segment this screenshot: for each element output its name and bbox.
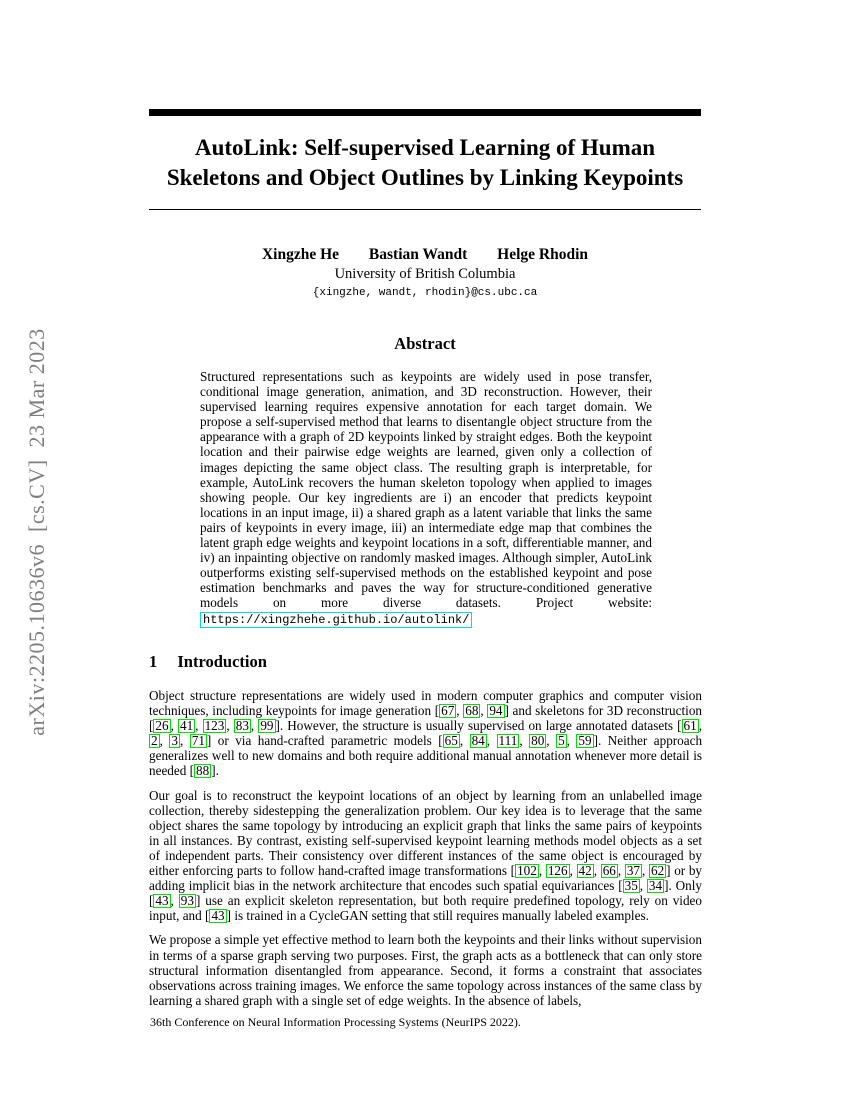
citation-ref[interactable]: 34 (648, 878, 663, 894)
section-title: Introduction (177, 652, 267, 671)
citation-ref[interactable]: 67 (441, 703, 455, 719)
paper-title (149, 133, 701, 193)
introduction-body (149, 688, 702, 1017)
paper-title-line2: Skeletons and Object Outlines by Linking Keypoints (166, 165, 684, 190)
citation-ref[interactable]: 94 (489, 703, 503, 719)
citation-ref[interactable]: 61 (683, 718, 697, 734)
author-emails: {xingzhe, wandt, rhodin}@cs.ubc.ca (312, 287, 538, 299)
citation-ref[interactable]: 123 (204, 718, 225, 734)
conference-footer: 36th Conference on Neural Information Processing Systems (NeurIPS 2022). (150, 1015, 521, 1029)
citation-ref[interactable]: 66 (602, 863, 616, 879)
authors-block (149, 246, 701, 299)
author-names-row (149, 246, 701, 264)
arxiv-stamp: arXiv:2205.10636v6 [cs.CV] 23 Mar 2023 (24, 328, 49, 736)
citation-ref[interactable]: 84 (471, 733, 485, 749)
citation-ref[interactable]: 65 (444, 733, 458, 749)
citation-ref[interactable]: 99 (260, 718, 274, 734)
top-rule-bar (149, 109, 701, 116)
citation-ref[interactable]: 102 (517, 863, 537, 879)
citation-ref[interactable]: 37 (626, 863, 641, 879)
abstract-body-text: Structured representations such as keypoints are widely used in pose transfer, conditional image generation, animation, and 3D reconstruction. However, their supervised learning requires expensive annotation for each target domain. We propose a self-supervised method that learns to disentangle object structure from the appearance with a graph of 2D keypoints linked by straight edges. Both the keypoint location and their pairwise edge weights are learned, given only a collection of images depicting the same object class. The resulting graph is interpretable, for example, AutoLink recovers the human skeleton topology when applied to images showing people. Our key ingredients are i) an encoder that predicts keypoint locations in an input image, ii) a shared graph as a latent variable that links the same pairs of keypoints in every image, iii) an intermediate edge map that combines the latent graph edge weights and keypoint locations in a soft, differentiable manner, and iv) an inpainting objective on randomly masked images. Although simpler, AutoLink outperforms existing self-supervised methods on the established keypoint and pose estimation benchmarks and paves the way for structure-conditioned generative models on more diverse datasets. Project website: (200, 369, 652, 611)
intro-paragraph-2: Our goal is to reconstruct the keypoint locations of an object by learning from an unlabelled image collection, thereby sidestepping the generalization problem. Our key idea is to leverage that the same object shares the same topology by introducing an explicit graph that links the same pairs of keypoints in all instances. By contrast, existing self-supervised keypoint learning methods model objects as a set of independent parts. Their consistency over different instances of the same object is encouraged by either enforcing parts to follow hand-crafted image transformations [ 102 , 126 , 42 , 66 , 37 , 62 ] or by adding implicit bias in the network architecture that encodes such spatial equivariances [ 35 , 34 ]. Only [ 43 , 93 ] use an explicit skeleton representation, but both require predefined topology, rely on video input, and [ 43 ] is trained in a CycleGAN setting that still requires manually labeled examples. (149, 787, 703, 924)
citation-ref[interactable]: 41 (179, 718, 194, 734)
intro-paragraph-3: We propose a simple yet effective method to learn both the keypoints and their links without supervision in terms of a sparse graph serving two purposes. First, the graph acts as a bottleneck that can only store structural information disentangled from appearance. Second, it forms a constraint that associates observations across training images. We enforce the same topology across instances of the same class by learning a shared graph with a single set of edge weights. In the absence of labels, (149, 932, 702, 1008)
citation-ref[interactable]: 26 (155, 718, 169, 734)
citation-ref[interactable]: 62 (650, 863, 665, 879)
citation-ref[interactable]: 83 (235, 718, 249, 734)
citation-ref[interactable]: 80 (531, 733, 545, 749)
citation-ref[interactable]: 71 (191, 733, 205, 749)
citation-ref[interactable]: 43 (211, 908, 225, 924)
citation-ref[interactable]: 111 (498, 733, 518, 749)
abstract-heading: Abstract (394, 334, 456, 353)
citation-ref[interactable]: 126 (547, 863, 568, 879)
citation-ref[interactable]: 43 (155, 893, 169, 909)
citation-ref[interactable]: 59 (578, 733, 592, 749)
title-divider (149, 209, 701, 210)
citation-ref[interactable]: 93 (180, 893, 194, 909)
author-name-2: Bastian Wandt (368, 246, 468, 263)
citation-ref[interactable]: 3 (171, 733, 178, 749)
section-heading-introduction (149, 652, 267, 672)
citation-ref[interactable]: 88 (196, 763, 210, 779)
project-url-link[interactable]: https://xingzhehe.github.io/autolink/ (200, 612, 472, 628)
intro-paragraph-1: Object structure representations are widely used in modern computer graphics and computer vision techniques, including keypoints for image generation [ 67 , 68 , 94 ] and skeletons for 3D reconstruction [ 26 , 41 , 123 , 83 , 99 ]. However, the structure is usually supervised on large annotated datasets [ 61 , 2 , 3 , 71 ] or via hand-crafted parametric models [ 65 , 84 , 111 , 80 , 5 , 59 ]. Neither approach generalizes well to new domains and both require additional manual annotation whenever more detail is needed [ 88 ]. (149, 688, 703, 779)
paper-title-line1: AutoLink: Self-supervised Learning of Human (194, 135, 656, 160)
citation-ref[interactable]: 42 (578, 863, 592, 879)
abstract-text (200, 369, 652, 628)
citation-ref[interactable]: 2 (151, 733, 158, 749)
affiliation: University of British Columbia (334, 266, 516, 282)
citation-ref[interactable]: 5 (558, 733, 565, 749)
author-name-1: Xingzhe He (261, 246, 340, 263)
author-name-3: Helge Rhodin (497, 246, 589, 263)
citation-ref[interactable]: 68 (465, 703, 479, 719)
citation-ref[interactable]: 35 (624, 878, 638, 894)
section-number: 1 (149, 652, 158, 671)
